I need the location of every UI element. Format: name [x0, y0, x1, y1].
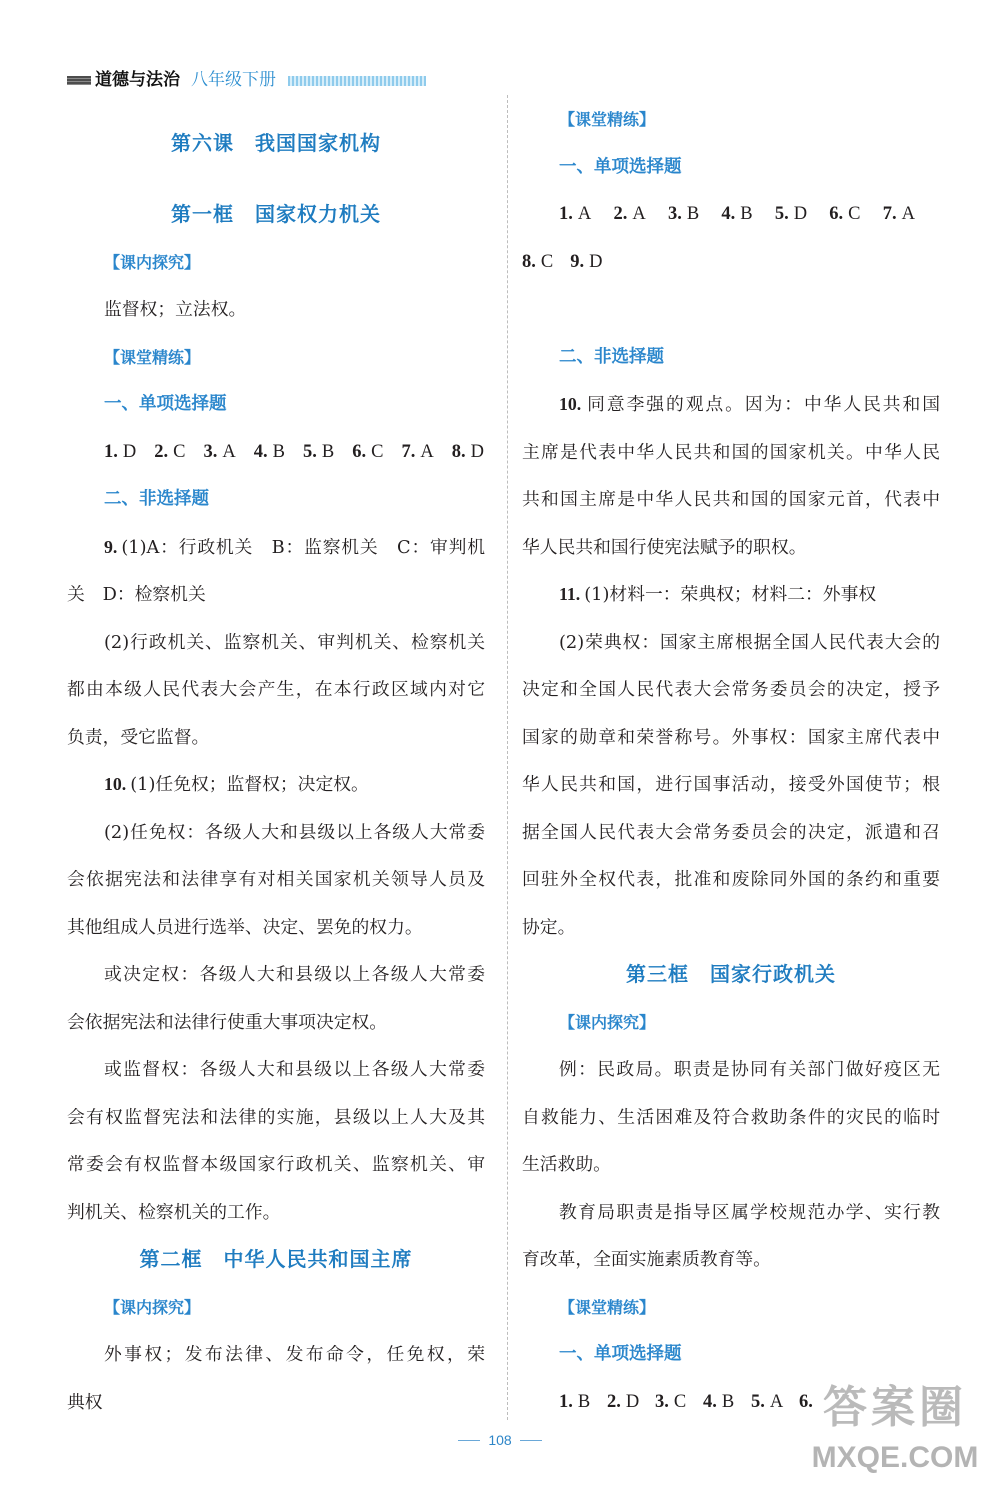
question-number: 4. — [703, 1391, 717, 1412]
answer-choice: C — [173, 441, 186, 462]
watermark-url: MXQE.COM — [811, 1441, 979, 1474]
column-divider — [507, 95, 508, 1420]
question-number: 5. — [303, 441, 317, 462]
mc-answer-row — [67, 429, 485, 477]
answer-line: 华人民共和国行使宪法赋予的职权。 — [522, 536, 807, 558]
answer-line: 外事权；发布法律、发布命令，任免权，荣 — [104, 1344, 485, 1366]
question-number: 6. — [829, 204, 844, 225]
answer-choice: C — [673, 1391, 687, 1412]
answer-line — [67, 761, 485, 809]
answer-choice: A — [769, 1391, 784, 1412]
mc-answer-item — [751, 1379, 799, 1427]
question-type-label: 二、非选择题 — [559, 346, 664, 367]
mc-answer-row — [522, 239, 940, 287]
question-type-label: 一、单项选择题 — [559, 156, 682, 177]
answer-choice: C — [848, 204, 861, 225]
question-type-label: 一、单项选择题 — [104, 394, 227, 415]
question-number: 2. — [154, 441, 169, 462]
header-decor-bar — [67, 76, 91, 85]
question-number: 1. — [559, 204, 573, 225]
question-number: 7. — [882, 204, 897, 225]
mc-answer-list — [104, 429, 484, 477]
header-grade: 八年级下册 — [191, 70, 276, 90]
right-column — [522, 96, 940, 1426]
question-number: 11. — [559, 584, 581, 605]
answer-line: 都由本级人民代表大会产生，在本行政区域内对它 — [67, 679, 485, 701]
practice-label: 【课堂精练】 — [559, 110, 656, 130]
answer-choice: A — [901, 204, 915, 225]
section-title: 第三框 国家行政机关 — [626, 962, 836, 987]
question-number: 6. — [799, 1391, 813, 1412]
left-column — [67, 96, 485, 1426]
question-number: 5. — [774, 204, 789, 225]
mc-answer-list — [522, 239, 940, 287]
mc-answer-item — [668, 191, 699, 239]
answer-line: 或监督权：各级人大和县级以上各级人大常委 — [104, 1059, 485, 1081]
page-number-dash — [520, 1440, 542, 1441]
answer-choice: A — [420, 441, 434, 462]
lesson-title: 第六课 我国国家机构 — [171, 131, 381, 156]
answer-line: 负责，受它监督。 — [67, 726, 210, 748]
page-number-dash — [458, 1440, 480, 1441]
answer-choice: B — [686, 204, 700, 225]
question-number: 5. — [751, 1391, 765, 1412]
answer-line: 自救能力、生活困难及符合救助条件的灾民的临时 — [522, 1106, 940, 1128]
answer-choice: D — [589, 251, 603, 272]
answer-choice: A — [577, 204, 592, 225]
question-number: 10. — [559, 394, 582, 415]
mc-answer-item — [607, 1379, 655, 1427]
question-number: 8. — [451, 441, 466, 462]
answer-line: 会依据宪法和法律享有对相关国家机关领导人员及 — [67, 869, 485, 891]
answer-line: 教育局职责是指导区属学校规范办学、实行教 — [559, 1201, 940, 1223]
mc-answer-item — [522, 239, 553, 287]
answer-line: 会有权监督宪法和法律的实施，县级以上人大及其 — [67, 1106, 485, 1128]
answer-line: 育改革，全面实施素质教育等。 — [522, 1249, 771, 1271]
answer-text: 监督权；立法权。 — [104, 299, 247, 321]
mc-answer-item — [559, 191, 591, 239]
answer-line: 决定和全国人民代表大会常务委员会的决定，授予 — [522, 679, 940, 701]
answer-choice: D — [470, 441, 484, 462]
mc-answer-item — [154, 429, 185, 477]
answer-line: 主席是代表中华人民共和国的国家机关。中华人民 — [522, 441, 940, 463]
question-number: 6. — [352, 441, 367, 462]
answer-text: 同意李强的观点。因为：中华人民共和国 — [585, 394, 940, 416]
answer-line: 回驻外全权代表，批准和废除同外国的条约和重要 — [522, 869, 940, 891]
mc-answer-item — [559, 1379, 607, 1427]
answer-line: 或决定权：各级人大和县级以上各级人大常委 — [104, 964, 485, 986]
mc-answer-item — [254, 429, 285, 477]
mc-answer-item — [829, 191, 860, 239]
answer-choice: B — [721, 1391, 735, 1412]
answer-choice: D — [122, 441, 137, 462]
answer-line: 生活救助。 — [522, 1154, 611, 1176]
answer-line: 国家的勋章和荣誉称号。外事权：国家主席代表中 — [522, 726, 940, 748]
mc-answer-item — [570, 239, 602, 287]
answer-choice: C — [371, 441, 384, 462]
explore-label: 【课内探究】 — [104, 1297, 201, 1317]
answer-choice: B — [740, 204, 753, 225]
answer-line — [522, 571, 940, 619]
answer-line: 协定。 — [522, 916, 576, 938]
question-number: 3. — [203, 441, 218, 462]
answer-line: (2)荣典权：国家主席根据全国人民代表大会的 — [559, 631, 940, 653]
question-number: 7. — [401, 441, 416, 462]
answer-line: 例：民政局。职责是协同有关部门做好疫区无 — [559, 1059, 940, 1081]
question-number: 4. — [721, 204, 736, 225]
answer-choice: D — [793, 204, 808, 225]
answer-line — [67, 524, 485, 572]
mc-answer-item — [104, 429, 136, 477]
question-number: 4. — [253, 441, 268, 462]
mc-answer-item — [204, 429, 236, 477]
header-decor-stripe — [288, 76, 426, 86]
answer-line: 关 D：检察机关 — [67, 584, 206, 606]
answer-line — [522, 381, 940, 429]
answer-line: (2)任免权：各级人大和县级以上各级人大常委 — [104, 821, 485, 843]
answer-text: (1)A：行政机关 B：监察机关 C：审判机 — [121, 536, 485, 558]
section-title: 第一框 国家权力机关 — [171, 202, 381, 227]
mc-answer-item — [352, 429, 383, 477]
mc-answer-item — [655, 1379, 703, 1427]
question-number: 1. — [104, 441, 118, 462]
explore-label: 【课内探究】 — [559, 1012, 656, 1032]
question-number: 2. — [607, 1391, 621, 1412]
answer-line: 常委会有权监督本级国家行政机关、监察机关、审 — [67, 1154, 485, 1176]
answer-line: 共和国主席是中华人民共和国的国家元首，代表中 — [522, 489, 940, 511]
answer-choice: B — [272, 441, 285, 462]
answer-text: (1)材料一：荣典权；材料二：外事权 — [584, 584, 877, 606]
answer-line: 据全国人民代表大会常务委员会的决定，派遣和召 — [522, 821, 940, 843]
answer-text: (1)任免权；监督权；决定权。 — [130, 774, 369, 796]
answer-choice: A — [632, 204, 646, 225]
mc-answer-list — [559, 191, 915, 239]
mc-answer-item — [721, 191, 752, 239]
answer-choice: D — [625, 1391, 640, 1412]
answer-line: 会依据宪法和法律行使重大事项决定权。 — [67, 1011, 388, 1033]
question-type-label: 一、单项选择题 — [559, 1344, 682, 1365]
question-number: 9. — [104, 536, 118, 557]
answer-line: 判机关、检察机关的工作。 — [67, 1201, 281, 1223]
watermark — [800, 1378, 990, 1483]
mc-answer-item — [703, 1379, 751, 1427]
answer-line: 其他组成人员进行选举、决定、罢免的权力。 — [67, 916, 423, 938]
mc-answer-item — [401, 429, 433, 477]
header-subject: 道德与法治 — [95, 70, 180, 90]
explore-label: 【课内探究】 — [104, 252, 201, 272]
question-number: 10. — [104, 774, 127, 795]
question-number: 3. — [667, 204, 682, 225]
answer-choice: B — [577, 1391, 591, 1412]
blank-line — [522, 286, 940, 334]
question-number: 1. — [559, 1391, 573, 1412]
question-number: 9. — [570, 251, 585, 272]
question-type-label: 二、非选择题 — [104, 489, 209, 510]
answer-choice: C — [540, 251, 554, 272]
watermark-logo-text: 答案圈 — [823, 1382, 967, 1433]
mc-answer-item — [452, 429, 484, 477]
answer-choice: B — [321, 441, 335, 462]
mc-answer-item — [883, 191, 915, 239]
answer-line: 华人民共和国，进行国事活动，接受外国使节；根 — [522, 774, 940, 796]
section-title: 第二框 中华人民共和国主席 — [139, 1247, 413, 1272]
mc-answer-row — [522, 191, 940, 239]
answer-choice: A — [222, 441, 236, 462]
page-number-value: 108 — [488, 1432, 512, 1448]
page-number — [440, 1428, 560, 1452]
mc-answer-item — [775, 191, 807, 239]
mc-answer-item — [303, 429, 334, 477]
practice-label: 【课堂精练】 — [559, 1297, 656, 1317]
question-number: 8. — [522, 251, 536, 272]
answer-line: (2)行政机关、监察机关、审判机关、检察机关 — [104, 631, 485, 653]
question-number: 2. — [613, 204, 628, 225]
practice-label: 【课堂精练】 — [104, 347, 201, 367]
question-number: 3. — [655, 1391, 669, 1412]
mc-answer-item — [613, 191, 645, 239]
answer-line: 典权 — [67, 1391, 103, 1413]
